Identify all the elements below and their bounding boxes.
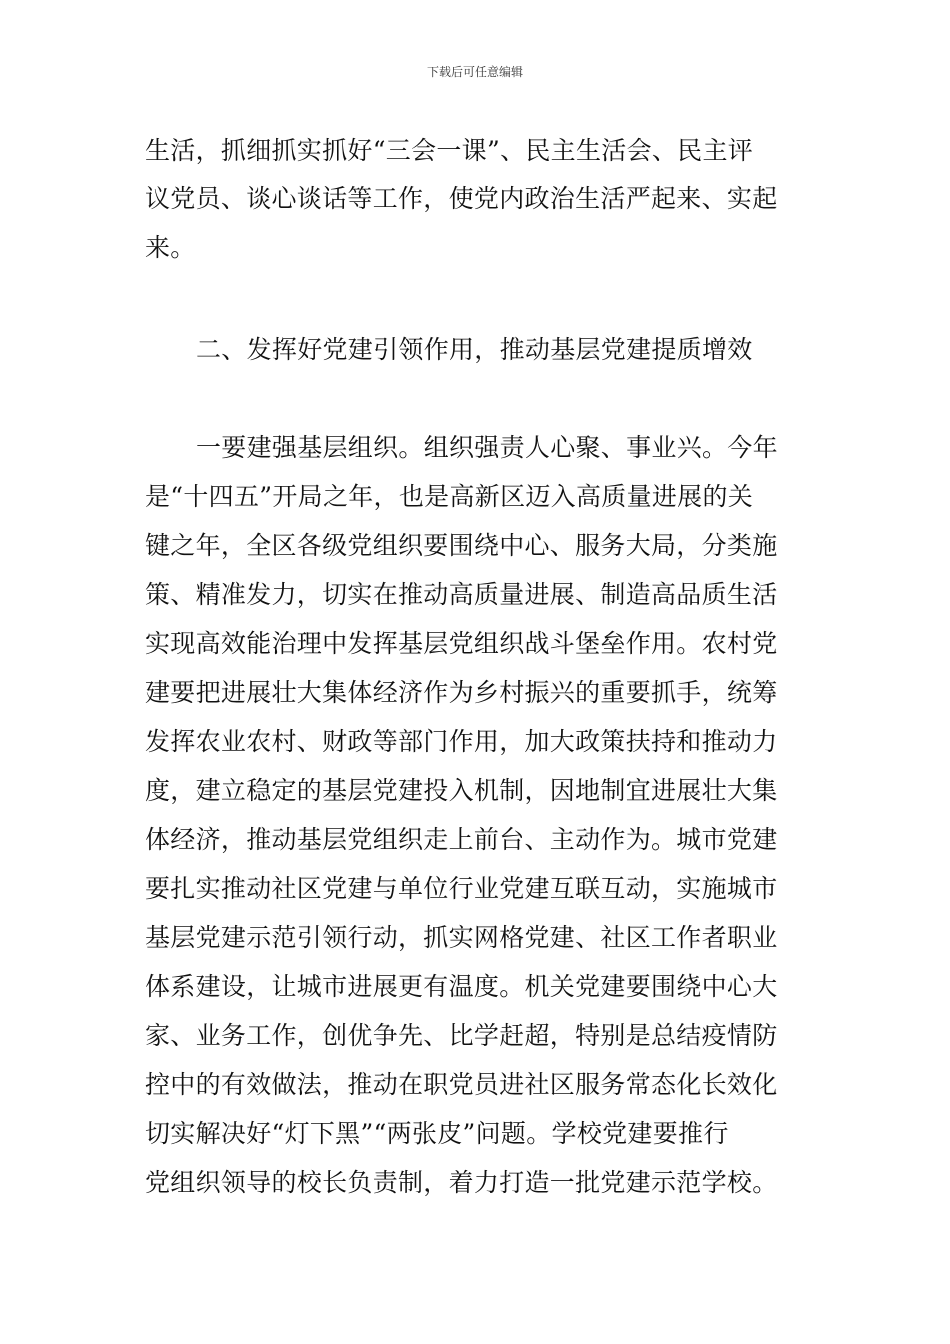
text-line: 一要建强基层组织。组织强责人心聚、事业兴。今年: [196, 433, 778, 462]
text-line: 策、精准发力，切实在推动高质量进展、制造高品质生活: [145, 580, 778, 609]
text-line: 发挥农业农村、财政等部门作用，加大政策扶持和推动力: [145, 727, 778, 756]
text-line: 基层党建示范引领行动，抓实网格党建、社区工作者职业: [145, 923, 778, 952]
text-line: 生活，抓细抓实抓好“三会一课”、民主生活会、民主评: [145, 136, 754, 165]
text-line: 家、业务工作，创优争先、比学赶超，特别是总结疫情防: [145, 1021, 778, 1050]
text-line: 度，建立稳定的基层党建投入机制，因地制宜进展壮大集: [145, 776, 778, 805]
text-line: 实现高效能治理中发挥基层党组织战斗堡垒作用。农村党: [145, 629, 778, 658]
section-heading: 二、发挥好党建引领作用，推动基层党建提质增效: [196, 335, 753, 364]
text-line: 党组织领导的校长负责制，着力打造一批党建示范学校。: [145, 1168, 778, 1197]
text-line: 体经济，推动基层党组织走上前台、主动作为。城市党建: [145, 825, 778, 854]
text-line: 来。: [145, 233, 196, 262]
text-line: 体系建设，让城市进展更有温度。机关党建要围绕中心大: [145, 972, 778, 1001]
text-line: 建要把进展壮大集体经济作为乡村振兴的重要抓手，统筹: [145, 678, 778, 707]
page-header: 下载后可任意编辑: [426, 65, 523, 79]
text-line: 要扎实推动社区党建与单位行业党建互联互动，实施城市: [145, 874, 778, 903]
text-line: 议党员、谈心谈话等工作，使党内政治生活严起来、实起: [145, 184, 778, 213]
text-line: 键之年，全区各级党组织要围绕中心、服务大局，分类施: [145, 531, 778, 560]
text-line: 控中的有效做法，推动在职党员进社区服务常态化长效化: [145, 1070, 778, 1099]
text-line: 是“十四五”开局之年，也是高新区迈入高质量进展的关: [145, 482, 754, 511]
text-line: 切实解决好“灯下黑”“两张皮”问题。学校党建要推行: [145, 1119, 729, 1148]
